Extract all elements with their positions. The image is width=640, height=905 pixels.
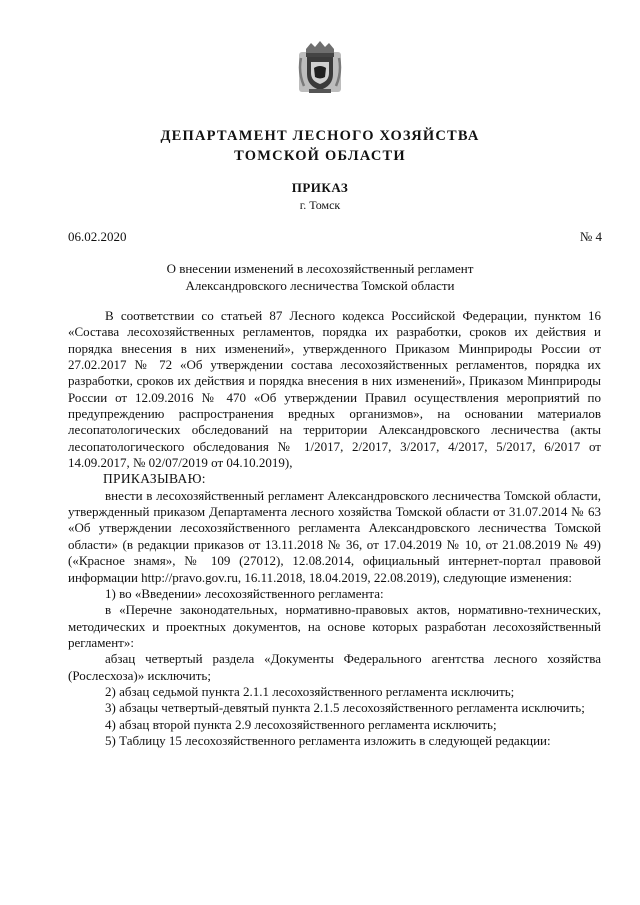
city: г. Томск <box>299 198 341 212</box>
item-2: 2) абзац седьмой пункта 2.1.1 лесохозяйственного регламента исключить; <box>105 683 515 699</box>
item-1-sub: в «Перечне законодательных, нормативно-правовых актов, нормативно-технических, методических и проектных документов, на основе которых разработан лесохозяйственный регламент»: <box>68 602 601 650</box>
item-4: 4) абзац второй пункта 2.9 лесохозяйственного регламента исключить; <box>105 716 497 732</box>
prikazyvayu-heading: ПРИКАЗЫВАЮ: <box>103 471 206 487</box>
document-body <box>68 308 601 749</box>
item-1: 1) во «Введении» лесохозяйственного регламента: <box>105 585 384 601</box>
document-number: № 4 <box>579 229 602 244</box>
document-date: 06.02.2020 <box>68 229 127 244</box>
item-3: 3) абзацы четвертый-девятый пункта 2.1.5 лесохозяйственного регламента исключить; <box>105 700 585 716</box>
org-line-2: ТОМСКОЙ ОБЛАСТИ <box>234 148 406 164</box>
document-type: ПРИКАЗ <box>291 180 349 195</box>
subject-line-1: О внесении изменений в лесохозяйственный регламент <box>166 261 474 276</box>
item-5: 5) Таблицу 15 лесохозяйственного регламента изложить в следующей редакции: <box>105 732 551 748</box>
preamble-paragraph: В соответствии со статьей 87 Лесного кодекса Российской Федерации, пунктом 16 «Состава лесохозяйственных регламентов, порядка их разработки, сроков их действия и порядка внесения в них изменений», утвержденного Приказом Минприроды России от 27.02.2017 № 72 «Об утверждении состава лесохозяйственных регламентов, порядка их разработки, сроков их действия и порядка внесения в них изменений», Приказом Минприроды России от 12.09.2016 № 470 «Об утверждении Правил осуществления мероприятий по предупреждению распространения вредных организмов», на основании материалов лесопатологических обследований на территории Александровского лесничества (акты лесопатологического обследования № 1/2017, 2/2017, 3/2017, 4/2017, 5/2017, 6/2017 от 14.09.2017, № 02/07/2019 от 04.10.2019), <box>68 308 601 471</box>
org-line-1: ДЕПАРТАМЕНТ ЛЕСНОГО ХОЗЯЙСТВА <box>160 128 480 144</box>
coat-of-arms-emblem <box>297 40 343 94</box>
document-subject <box>0 261 640 294</box>
organization-title <box>0 126 640 166</box>
main-paragraph: внести в лесохозяйственный регламент Александровского лесничества Томской области, утвержденный приказом Департамента лесного хозяйства Томской области от 31.07.2014 № 63 «Об утверждении лесохозяйственного регламента Александровского лесничества Томской области» (в редакции приказов от 13.11.2018 № 36, от 17.04.2019 № 10, от 21.08.2019 № 49) («Красное знамя», № 109 (27012), 12.08.2014, официальный интернет-портал правовой информации http://pravo.gov.ru, 16.11.2018, 18.04.2019, 22.08.2019), следующие изменения: <box>68 487 601 585</box>
subject-line-2: Александровского лесничества Томской области <box>185 277 455 293</box>
item-1-abzac: абзац четвертый раздела «Документы Федерального агентства лесного хозяйства (Рослесхоза)» исключить; <box>68 651 601 683</box>
